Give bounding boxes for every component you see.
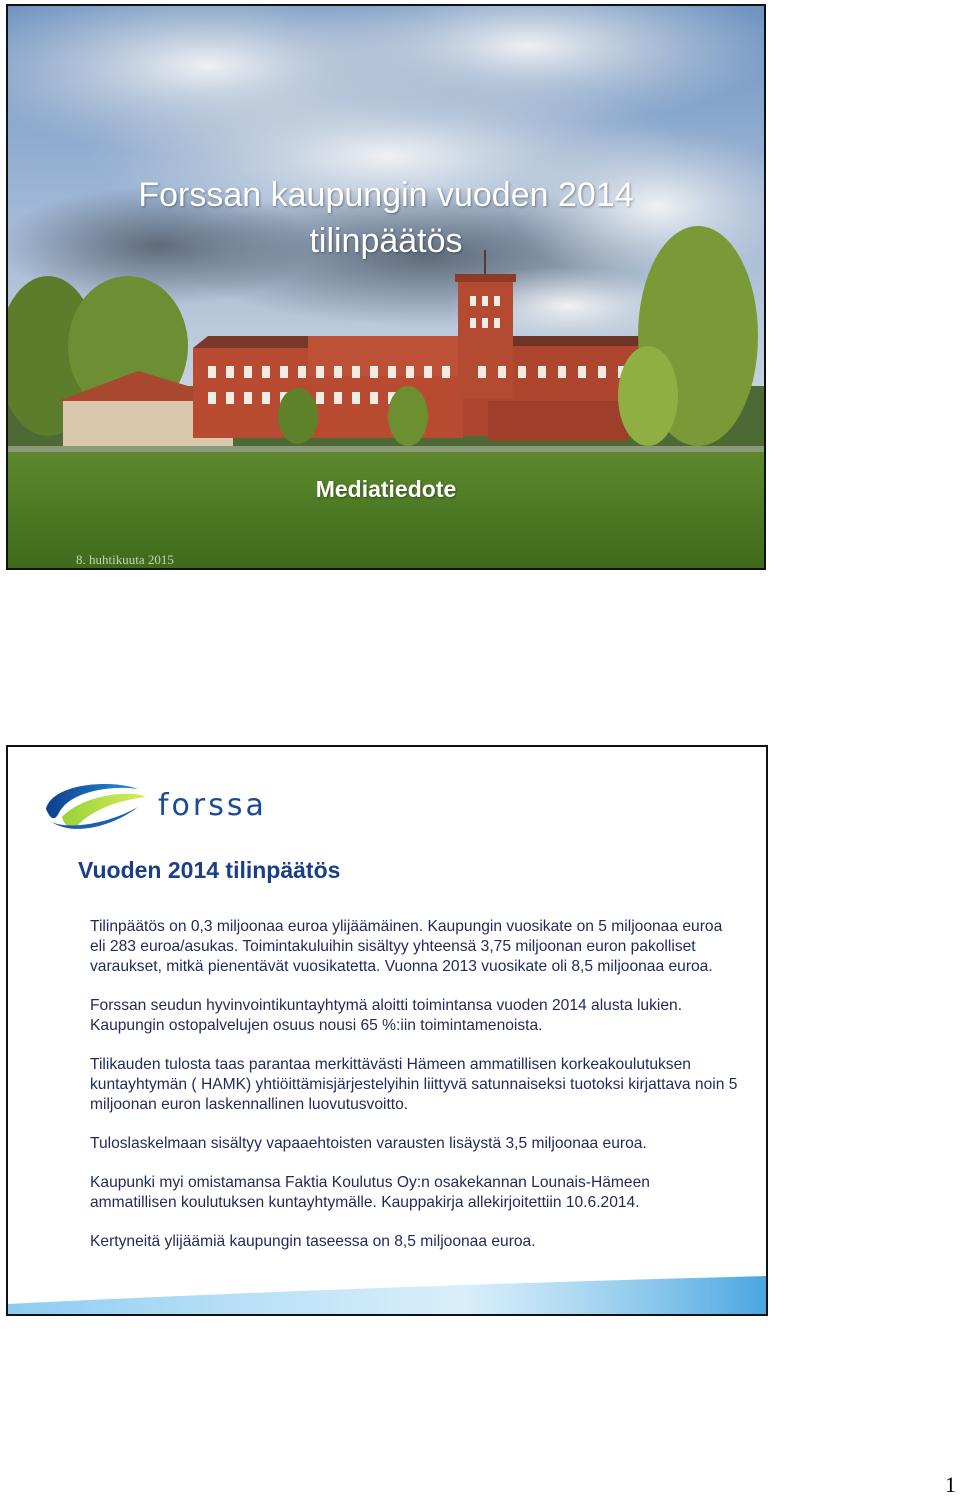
title-slide bbox=[6, 4, 766, 570]
logo-wordmark: forssa bbox=[158, 788, 267, 823]
paragraph-3: Tilikauden tulosta taas parantaa merkittävästi Hämeen ammatillisen korkeakoulutuksen kuntayhtymän ( HAMK) yhtiöittämisjärjestelyihin liittyvä satunnaiseksi tuotoksi kirjattava noin 5 miljoonan euron laskennallinen luovutusvoitto. bbox=[90, 1056, 738, 1113]
page-number: 1 bbox=[945, 1472, 956, 1497]
paragraph-2: Forssan seudun hyvinvointikuntayhtymä aloitti toimintansa vuoden 2014 alusta lukien. Kaupungin ostopalvelujen osuus nousi 65 %:iin toimintamenoista. bbox=[90, 997, 683, 1034]
paragraph-6: Kertyneitä ylijäämiä kaupungin taseessa on 8,5 miljoonaa euroa. bbox=[90, 1233, 536, 1250]
decorative-wave bbox=[8, 1274, 766, 1314]
presentation-date: 8. huhtikuuta 2015 bbox=[76, 552, 174, 567]
paragraph-4: Tuloslaskelmaan sisältyy vapaaehtoisten varausten lisäystä 3,5 miljoonaa euroa. bbox=[90, 1135, 647, 1152]
forssa-logo bbox=[42, 777, 292, 835]
presentation-subtitle: Mediatiedote bbox=[315, 476, 457, 502]
presentation-title bbox=[8, 172, 764, 264]
paragraph-5: Kaupunki myi omistamansa Faktia Koulutus Oy:n osakekannan Lounais-Hämeen ammatillisen koulutuksen kuntayhtymälle. Kauppakirja allekirjoitettiin 10.6.2014. bbox=[90, 1174, 650, 1211]
slide-heading: Vuoden 2014 tilinpäätös bbox=[78, 857, 341, 883]
title-line-1: Forssan kaupungin vuoden 2014 bbox=[138, 176, 634, 214]
content-slide bbox=[6, 745, 768, 1316]
paragraph-1: Tilinpäätös on 0,3 miljoonaa euroa ylijäämäinen. Kaupungin vuosikate on 5 miljoonaa euroa eli 283 euroa/asukas. Toimintakuluihin sisältyy yhteensä 3,75 miljoonan euron pakolliset varaukset, mitkä pienentävät vuosikatetta. Vuonna 2013 vuosikate oli 8,5 miljoonaa euroa. bbox=[90, 918, 723, 975]
title-line-2: tilinpäätös bbox=[309, 222, 463, 260]
slide-body bbox=[90, 917, 740, 1271]
